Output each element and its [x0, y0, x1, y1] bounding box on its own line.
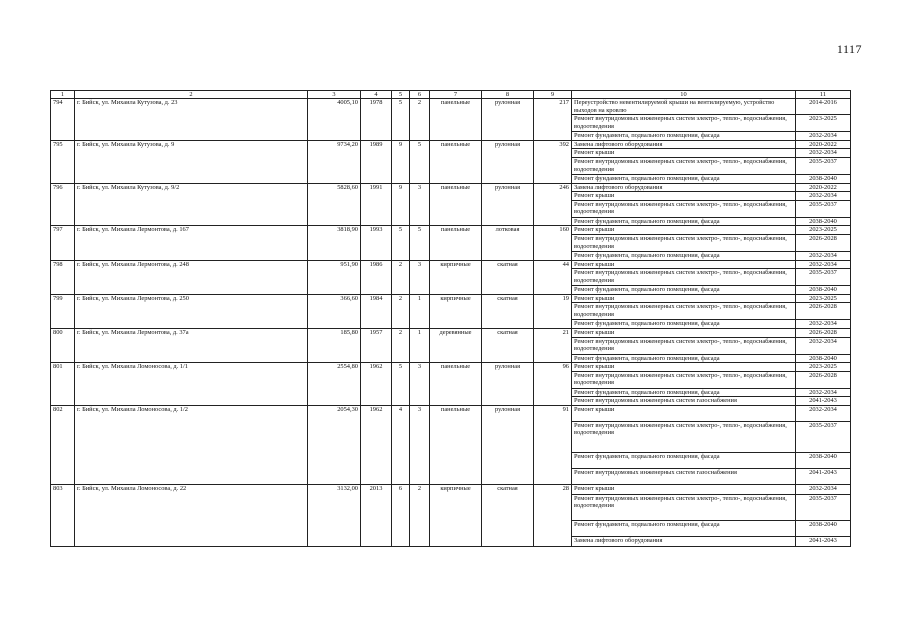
header-cell: 6	[410, 91, 430, 99]
work-description: Ремонт фундамента, подвального помещения, фасада	[572, 520, 796, 536]
work-period: 2020-2022	[796, 140, 851, 149]
record-wall-material: кирпичные	[430, 260, 482, 294]
work-period: 2038-2040	[796, 520, 851, 536]
work-period: 2035-2037	[796, 494, 851, 520]
record-residents: 91	[534, 405, 572, 484]
work-period: 2026-2028	[796, 303, 851, 320]
record-entrances: 1	[410, 294, 430, 328]
record-wall-material: кирпичные	[430, 294, 482, 328]
record-roof-type: скатная	[482, 328, 534, 362]
record-address: г. Бийск, ул. Михаила Кутузова, д. 9/2	[75, 183, 308, 226]
work-period: 2038-2040	[796, 217, 851, 226]
record-floors: 4	[392, 405, 410, 484]
work-period: 2023-2025	[796, 115, 851, 132]
work-description: Ремонт крыши	[572, 328, 796, 337]
record-address: г. Бийск, ул. Михаила Ломоносова, д. 22	[75, 484, 308, 546]
work-description: Ремонт внутридомовых инженерных систем электро-, тепло-, водоснабжения, водоотведения	[572, 157, 796, 174]
record-year: 1962	[361, 405, 392, 484]
work-description: Ремонт внутридомовых инженерных систем электро-, тепло-, водоснабжения, водоотведения	[572, 421, 796, 452]
work-description: Замена лифтового оборудования	[572, 140, 796, 149]
record-number: 802	[51, 405, 75, 484]
work-period: 2014-2016	[796, 99, 851, 115]
work-description: Ремонт фундамента, подвального помещения, фасада	[572, 174, 796, 183]
work-description: Ремонт крыши	[572, 149, 796, 158]
header-cell: 5	[392, 91, 410, 99]
record-address: г. Бийск, ул. Михаила Лермонтова, д. 167	[75, 226, 308, 260]
page-number: 1117	[836, 42, 862, 56]
work-description: Ремонт внутридомовых инженерных систем электро-, тепло-, водоснабжения, водоотведения	[572, 494, 796, 520]
record-floors: 5	[392, 226, 410, 260]
work-period: 2023-2025	[796, 226, 851, 235]
table-row	[51, 260, 851, 269]
header-cell: 2	[75, 91, 308, 99]
work-description: Ремонт фундамента, подвального помещения, фасада	[572, 286, 796, 295]
work-period: 2041-2043	[796, 536, 851, 546]
header-cell: 8	[482, 91, 534, 99]
header-cell: 4	[361, 91, 392, 99]
header-cell: 3	[308, 91, 361, 99]
table-row	[51, 484, 851, 494]
table-row	[51, 183, 851, 192]
work-period: 2032-2034	[796, 132, 851, 141]
record-area: 366,60	[308, 294, 361, 328]
work-period: 2035-2037	[796, 200, 851, 217]
record-address: г. Бийск, ул. Михаила Ломоносова, д. 1/2	[75, 405, 308, 484]
record-number: 801	[51, 363, 75, 406]
work-period: 2032-2034	[796, 251, 851, 260]
record-wall-material: панельные	[430, 140, 482, 183]
record-floors: 5	[392, 363, 410, 406]
work-period: 2041-2043	[796, 468, 851, 484]
work-period: 2023-2025	[796, 294, 851, 303]
table-row	[51, 294, 851, 303]
work-period: 2038-2040	[796, 452, 851, 468]
record-roof-type: рулонная	[482, 99, 534, 141]
work-description: Замена лифтового оборудования	[572, 183, 796, 192]
record-number: 803	[51, 484, 75, 546]
work-description: Ремонт внутридомовых инженерных систем газоснабжения	[572, 397, 796, 406]
record-wall-material: кирпичные	[430, 484, 482, 546]
work-period: 2026-2028	[796, 371, 851, 388]
work-period: 2035-2037	[796, 157, 851, 174]
work-description: Переустройство невентилируемой крыши на вентилируемую, устройство выходов на кровлю	[572, 99, 796, 115]
record-year: 2013	[361, 484, 392, 546]
record-residents: 217	[534, 99, 572, 141]
work-description: Ремонт фундамента, подвального помещения, фасада	[572, 217, 796, 226]
work-period: 2026-2028	[796, 234, 851, 251]
record-number: 797	[51, 226, 75, 260]
work-description: Замена лифтового оборудования	[572, 536, 796, 546]
work-description: Ремонт внутридомовых инженерных систем электро-, тепло-, водоснабжения, водоотведения	[572, 115, 796, 132]
record-wall-material: панельные	[430, 405, 482, 484]
work-description: Ремонт внутридомовых инженерных систем электро-, тепло-, водоснабжения, водоотведения	[572, 303, 796, 320]
work-period: 2020-2022	[796, 183, 851, 192]
record-floors: 2	[392, 328, 410, 362]
record-wall-material: панельные	[430, 226, 482, 260]
work-period: 2032-2034	[796, 388, 851, 397]
work-description: Ремонт фундамента, подвального помещения, фасада	[572, 452, 796, 468]
header-cell: 7	[430, 91, 482, 99]
record-number: 799	[51, 294, 75, 328]
table-row	[51, 405, 851, 421]
record-floors: 9	[392, 140, 410, 183]
table-row	[51, 328, 851, 337]
record-wall-material: панельные	[430, 183, 482, 226]
work-period: 2038-2040	[796, 174, 851, 183]
record-roof-type: рулонная	[482, 140, 534, 183]
table-row	[51, 226, 851, 235]
header-cell: 11	[796, 91, 851, 99]
record-floors: 5	[392, 99, 410, 141]
work-period: 2032-2034	[796, 484, 851, 494]
record-entrances: 3	[410, 405, 430, 484]
work-description: Ремонт фундамента, подвального помещения, фасада	[572, 251, 796, 260]
work-description: Ремонт крыши	[572, 192, 796, 201]
record-entrances: 3	[410, 183, 430, 226]
work-description: Ремонт фундамента, подвального помещения, фасада	[572, 354, 796, 363]
record-residents: 246	[534, 183, 572, 226]
record-area: 3818,90	[308, 226, 361, 260]
record-year: 1984	[361, 294, 392, 328]
record-entrances: 5	[410, 140, 430, 183]
work-period: 2032-2034	[796, 337, 851, 354]
work-description: Ремонт крыши	[572, 484, 796, 494]
header-cell: 9	[534, 91, 572, 99]
work-description: Ремонт крыши	[572, 294, 796, 303]
table-body	[51, 99, 851, 547]
record-entrances: 2	[410, 99, 430, 141]
table-row	[51, 363, 851, 372]
work-description: Ремонт фундамента, подвального помещения, фасада	[572, 320, 796, 329]
record-floors: 6	[392, 484, 410, 546]
work-description: Ремонт фундамента, подвального помещения, фасада	[572, 132, 796, 141]
record-year: 1957	[361, 328, 392, 362]
header-row	[51, 91, 851, 99]
work-description: Ремонт фундамента, подвального помещения, фасада	[572, 388, 796, 397]
record-wall-material: панельные	[430, 99, 482, 141]
record-year: 1962	[361, 363, 392, 406]
work-period: 2023-2025	[796, 363, 851, 372]
record-roof-type: рулонная	[482, 405, 534, 484]
work-period: 2026-2028	[796, 328, 851, 337]
record-address: г. Бийск, ул. Михаила Ломоносова, д. 1/1	[75, 363, 308, 406]
record-entrances: 2	[410, 484, 430, 546]
table-row	[51, 140, 851, 149]
table-row	[51, 99, 851, 115]
record-year: 1991	[361, 183, 392, 226]
work-description: Ремонт крыши	[572, 363, 796, 372]
record-entrances: 3	[410, 260, 430, 294]
record-entrances: 3	[410, 363, 430, 406]
record-area: 3132,00	[308, 484, 361, 546]
record-residents: 19	[534, 294, 572, 328]
record-area: 951,90	[308, 260, 361, 294]
work-period: 2038-2040	[796, 354, 851, 363]
record-area: 2554,80	[308, 363, 361, 406]
record-residents: 160	[534, 226, 572, 260]
record-address: г. Бийск, ул. Михаила Лермонтова, д. 250	[75, 294, 308, 328]
work-description: Ремонт внутридомовых инженерных систем электро-, тепло-, водоснабжения, водоотведения	[572, 200, 796, 217]
record-entrances: 1	[410, 328, 430, 362]
record-roof-type: лотковая	[482, 226, 534, 260]
record-roof-type: скатная	[482, 294, 534, 328]
record-floors: 9	[392, 183, 410, 226]
record-year: 1986	[361, 260, 392, 294]
record-area: 4005,10	[308, 99, 361, 141]
work-period: 2032-2034	[796, 320, 851, 329]
record-entrances: 5	[410, 226, 430, 260]
record-number: 794	[51, 99, 75, 141]
record-number: 796	[51, 183, 75, 226]
record-number: 798	[51, 260, 75, 294]
work-period: 2032-2034	[796, 260, 851, 269]
work-period: 2035-2037	[796, 421, 851, 452]
record-address: г. Бийск, ул. Михаила Лермонтова, д. 248	[75, 260, 308, 294]
header-cell: 1	[51, 91, 75, 99]
work-description: Ремонт крыши	[572, 405, 796, 421]
record-number: 795	[51, 140, 75, 183]
record-area: 5828,60	[308, 183, 361, 226]
work-period: 2035-2037	[796, 269, 851, 286]
record-year: 1978	[361, 99, 392, 141]
work-period: 2038-2040	[796, 286, 851, 295]
record-year: 1993	[361, 226, 392, 260]
work-description: Ремонт внутридомовых инженерных систем электро-, тепло-, водоснабжения, водоотведения	[572, 337, 796, 354]
work-description: Ремонт крыши	[572, 260, 796, 269]
record-number: 800	[51, 328, 75, 362]
record-roof-type: рулонная	[482, 363, 534, 406]
record-area: 9734,20	[308, 140, 361, 183]
record-floors: 2	[392, 260, 410, 294]
record-address: г. Бийск, ул. Михаила Кутузова, д. 9	[75, 140, 308, 183]
record-roof-type: скатная	[482, 260, 534, 294]
record-area: 185,80	[308, 328, 361, 362]
header-cell: 10	[572, 91, 796, 99]
work-description: Ремонт внутридомовых инженерных систем электро-, тепло-, водоснабжения, водоотведения	[572, 234, 796, 251]
record-address: г. Бийск, ул. Михаила Кутузова, д. 23	[75, 99, 308, 141]
record-year: 1989	[361, 140, 392, 183]
record-wall-material: деревянные	[430, 328, 482, 362]
record-roof-type: скатная	[482, 484, 534, 546]
work-description: Ремонт внутридомовых инженерных систем электро-, тепло-, водоснабжения, водоотведения	[572, 371, 796, 388]
work-period: 2032-2034	[796, 149, 851, 158]
record-residents: 28	[534, 484, 572, 546]
record-address: г. Бийск, ул. Михаила Лермонтова, д. 37а	[75, 328, 308, 362]
record-area: 2054,30	[308, 405, 361, 484]
housing-registry-table	[50, 90, 851, 547]
record-residents: 96	[534, 363, 572, 406]
work-period: 2032-2034	[796, 405, 851, 421]
record-residents: 44	[534, 260, 572, 294]
record-wall-material: панельные	[430, 363, 482, 406]
record-residents: 392	[534, 140, 572, 183]
record-floors: 2	[392, 294, 410, 328]
record-residents: 21	[534, 328, 572, 362]
work-period: 2041-2043	[796, 397, 851, 406]
work-description: Ремонт внутридомовых инженерных систем газоснабжения	[572, 468, 796, 484]
record-roof-type: рулонная	[482, 183, 534, 226]
work-period: 2032-2034	[796, 192, 851, 201]
work-description: Ремонт крыши	[572, 226, 796, 235]
work-description: Ремонт внутридомовых инженерных систем электро-, тепло-, водоснабжения, водоотведения	[572, 269, 796, 286]
